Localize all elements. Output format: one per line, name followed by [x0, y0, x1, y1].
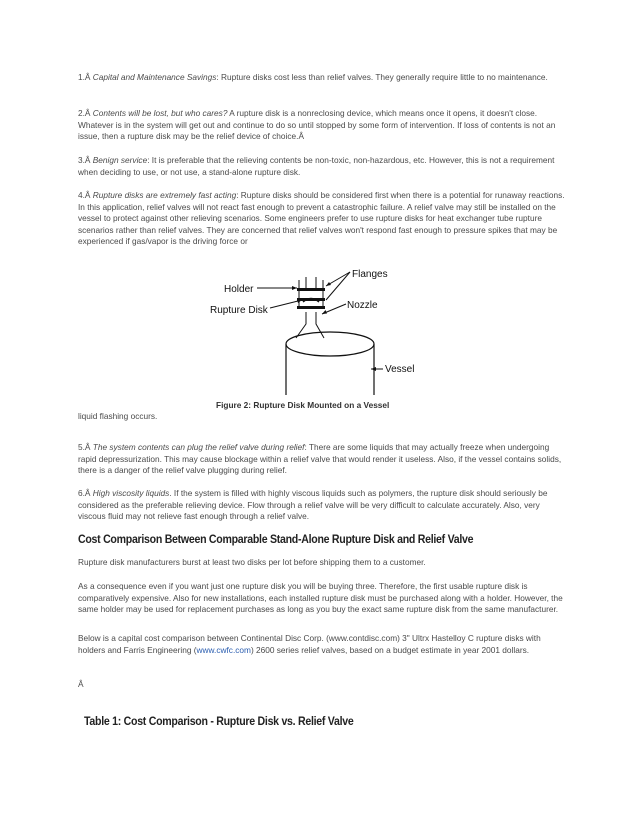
- item-number: 2.Â: [78, 108, 93, 118]
- nozzle-arrowhead: [322, 310, 327, 314]
- item-number: 6.Â: [78, 488, 93, 498]
- rupture-disk-diagram: [200, 262, 430, 397]
- paragraph-8: As a consequence even if you want just one rupture disk you will be buying three. Therefore, the first usable rupture disk is comparatively expensive. Also for new installations, each installed rupture disk must be purchased along with a holder. However, the same holder may be used for replacement purchases as long as you buy the exact same rupture disk from the same manufacturer.: [78, 581, 563, 615]
- label-nozzle: Nozzle: [347, 300, 378, 311]
- section-heading-cost-comparison: Cost Comparison Between Comparable Stand-Alone Rupture Disk and Relief Valve: [78, 534, 474, 546]
- paragraph-2: [78, 108, 568, 143]
- label-flanges: Flanges: [352, 269, 388, 280]
- flange-lower: [297, 306, 325, 309]
- cwfc-link[interactable]: www.cwfc.com: [196, 644, 251, 655]
- item-title: Benign service: [92, 155, 148, 165]
- table-heading: Table 1: Cost Comparison - Rupture Disk vs. Relief Valve: [84, 716, 354, 728]
- item-body: . If the system is filled with highly viscous liquids such as polymers, the rupture disk should seriously be considered as the preferable relieving device. Flow through a relief valve will be very difficult to calculate accurately. Also, very viscous fluid may not relieve fast enough through a relief valve.: [78, 488, 548, 522]
- item-title: Rupture disks are extremely fast acting: [92, 190, 237, 200]
- item-body: : Rupture disks cost less than relief valves. They generally require little to no maintenance.: [216, 72, 548, 82]
- paragraph-9-text-a: Below is a capital cost comparison between Continental Disc Corp. (www.contdisc.com) 3" Ultrx Hastelloy C rupture disks with holders and Farris Engineering (: [78, 633, 541, 655]
- paragraph-10: Â: [78, 679, 84, 689]
- item-number: 5.Â: [78, 442, 93, 452]
- figure-caption: Figure 2: Rupture Disk Mounted on a Vessel: [216, 400, 390, 410]
- label-rupture-disk: Rupture Disk: [210, 305, 268, 316]
- item-title: The system contents can plug the relief valve during relief: [92, 442, 305, 452]
- item-title: High viscosity liquids: [92, 488, 170, 498]
- paragraph-5: [78, 442, 568, 477]
- label-holder: Holder: [224, 284, 254, 295]
- label-vessel: Vessel: [385, 364, 415, 375]
- holder-arrowhead: [292, 286, 297, 290]
- item-body: : Rupture disks should be considered first when there is a potential for runaway reactions. In this application, relief valves will not react fast enough to prevent a catastrophic failure. A relief valve may still be installed on the vessel to protect against other relieving scenarios. Some engineers prefer to use rupture disks for heat exchanger tube rupture scenarios rather than relief valves. They are concerned that relief valves won't respond fast enough to pressure spikes that may be experienced if gas/vapor is the driving force or: [78, 190, 565, 247]
- flanges-arrow-2: [326, 272, 350, 300]
- item-number: 1.Â: [78, 72, 93, 82]
- vessel-top: [286, 332, 374, 356]
- paragraph-4: [78, 190, 568, 248]
- outlet-pipe: [306, 277, 316, 288]
- flange-upper: [297, 288, 325, 291]
- item-body: : There are some liquids that may actually freeze when undergoing rapid depressurization. This may cause blockage within a relief valve that would render it useless. Also, if the vessel contains solids, there is a danger of the relief valve plugging during relief.: [78, 442, 562, 476]
- item-title: Contents will be lost, but who cares?: [92, 108, 228, 118]
- paragraph-1: [78, 72, 568, 84]
- item-body: A rupture disk is a nonreclosing device, which means once it opens, it doesn't close. Whatever is in the system will get out and continue to do so until stopped by some form of intervention. If loss of contents is not an issue, then a rupture disk may be the relief device of choice.Â: [78, 108, 556, 142]
- item-title: Capital and Maintenance Savings: [92, 72, 217, 82]
- paragraph-9: [78, 633, 568, 656]
- item-number: 4.Â: [78, 190, 93, 200]
- holder-bolts: [299, 280, 323, 306]
- item-number: 3.Â: [78, 155, 93, 165]
- paragraph-7: Rupture disk manufacturers burst at least two disks per lot before shipping them to a customer.: [78, 557, 426, 567]
- vessel-walls: [286, 344, 374, 395]
- item-body: : It is preferable that the relieving contents be non-toxic, non-hazardous, etc. However, this is not a requirement when deciding to use, or not use, a stand-alone rupture disk.: [78, 155, 555, 177]
- paragraph-6: [78, 488, 568, 523]
- flanges-arrowhead: [326, 282, 331, 286]
- paragraph-9-text-b: ) 2600 series relief valves, based on a budget estimate in year 2001 dollars.: [250, 644, 530, 655]
- paragraph-3: [78, 155, 568, 178]
- nozzle-right: [316, 312, 324, 338]
- paragraph-4-continued: liquid flashing occurs.: [78, 411, 158, 421]
